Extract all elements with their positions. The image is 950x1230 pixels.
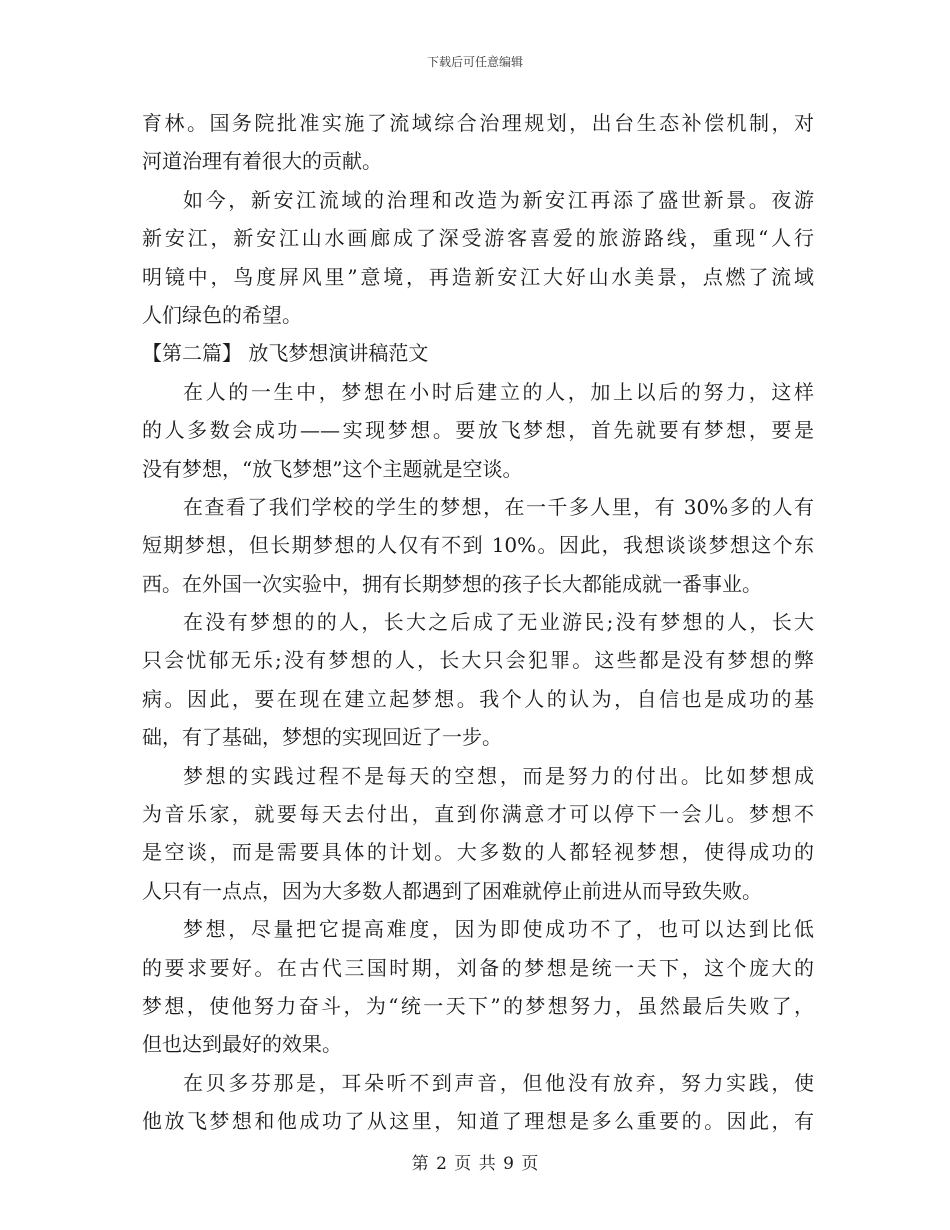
text-line: 是空谈，而是需要具体的计划。大多数的人都轻视梦想，使得成功的 [142, 840, 814, 865]
text-line: 但也达到最好的效果。 [142, 1032, 342, 1057]
text-line: 在查看了我们学校的学生的梦想，在一千多人里，有 30%多的人有 [183, 494, 814, 519]
text-line: 人只有一点点，因为大多数人都遇到了困难就停止前进从而导致失败。 [142, 878, 762, 903]
text-line: 没有梦想，“放飞梦想”这个主题就是空谈。 [142, 456, 523, 481]
text-line: 新安江，新安江山水画廊成了深受游客喜爱的旅游路线，重现“人行 [142, 226, 814, 251]
text-line: 在人的一生中，梦想在小时后建立的人，加上以后的努力，这样 [183, 379, 814, 404]
section-heading: 【第二篇】 放飞梦想演讲稿范文 [142, 341, 429, 366]
text-line: 础，有了基础，梦想的实现回近了一步。 [142, 725, 502, 750]
text-line: 梦想，尽量把它提高难度，因为即使成功不了，也可以达到比低 [183, 917, 814, 942]
text-line: 梦想，使他努力奋斗，为“统一天下”的梦想努力，虽然最后失败了， [142, 993, 814, 1018]
text-line: 在贝多芬那是，耳朵听不到声音，但他没有放弃，努力实践，使 [183, 1070, 814, 1095]
text-line: 的人多数会成功——实现梦想。要放飞梦想，首先就要有梦想，要是 [142, 418, 814, 443]
page-header: 下载后可任意编辑 [426, 55, 523, 69]
text-line: 短期梦想，但长期梦想的人仅有不到 10%。因此，我想谈谈梦想这个东 [142, 533, 814, 558]
text-line: 病。因此，要在现在建立起梦想。我个人的认为，自信也是成功的基 [142, 686, 814, 711]
text-line: 明镜中，鸟度屏风里”意境，再造新安江大好山水美景，点燃了流域 [142, 264, 814, 289]
text-line: 梦想的实践过程不是每天的空想，而是努力的付出。比如梦想成 [183, 763, 814, 788]
text-line: 的要求要好。在古代三国时期，刘备的梦想是统一天下，这个庞大的 [142, 955, 814, 980]
text-line: 育林。国务院批准实施了流域综合治理规划，出台生态补偿机制，对 [142, 111, 814, 135]
page-number: 第 2 页 共 9 页 [411, 1154, 539, 1174]
text-line: 他放飞梦想和他成功了从这里，知道了理想是多么重要的。因此，有 [142, 1109, 814, 1134]
text-line: 西。在外国一次实验中，拥有长期梦想的孩子长大都能成就一番事业。 [142, 571, 762, 596]
text-line: 只会忧郁无乐;没有梦想的人，长大只会犯罪。这些都是没有梦想的弊 [142, 648, 814, 673]
text-line: 为音乐家，就要每天去付出，直到你满意才可以停下一会儿。梦想不 [142, 802, 814, 827]
text-line: 河道治理有着很大的贡献。 [142, 149, 382, 174]
document-body [142, 104, 814, 1141]
text-line: 人们绿色的希望。 [142, 302, 302, 327]
text-line: 如今，新安江流域的治理和改造为新安江再添了盛世新景。夜游 [183, 187, 814, 212]
text-line: 在没有梦想的的人，长大之后成了无业游民;没有梦想的人，长大 [183, 610, 814, 635]
